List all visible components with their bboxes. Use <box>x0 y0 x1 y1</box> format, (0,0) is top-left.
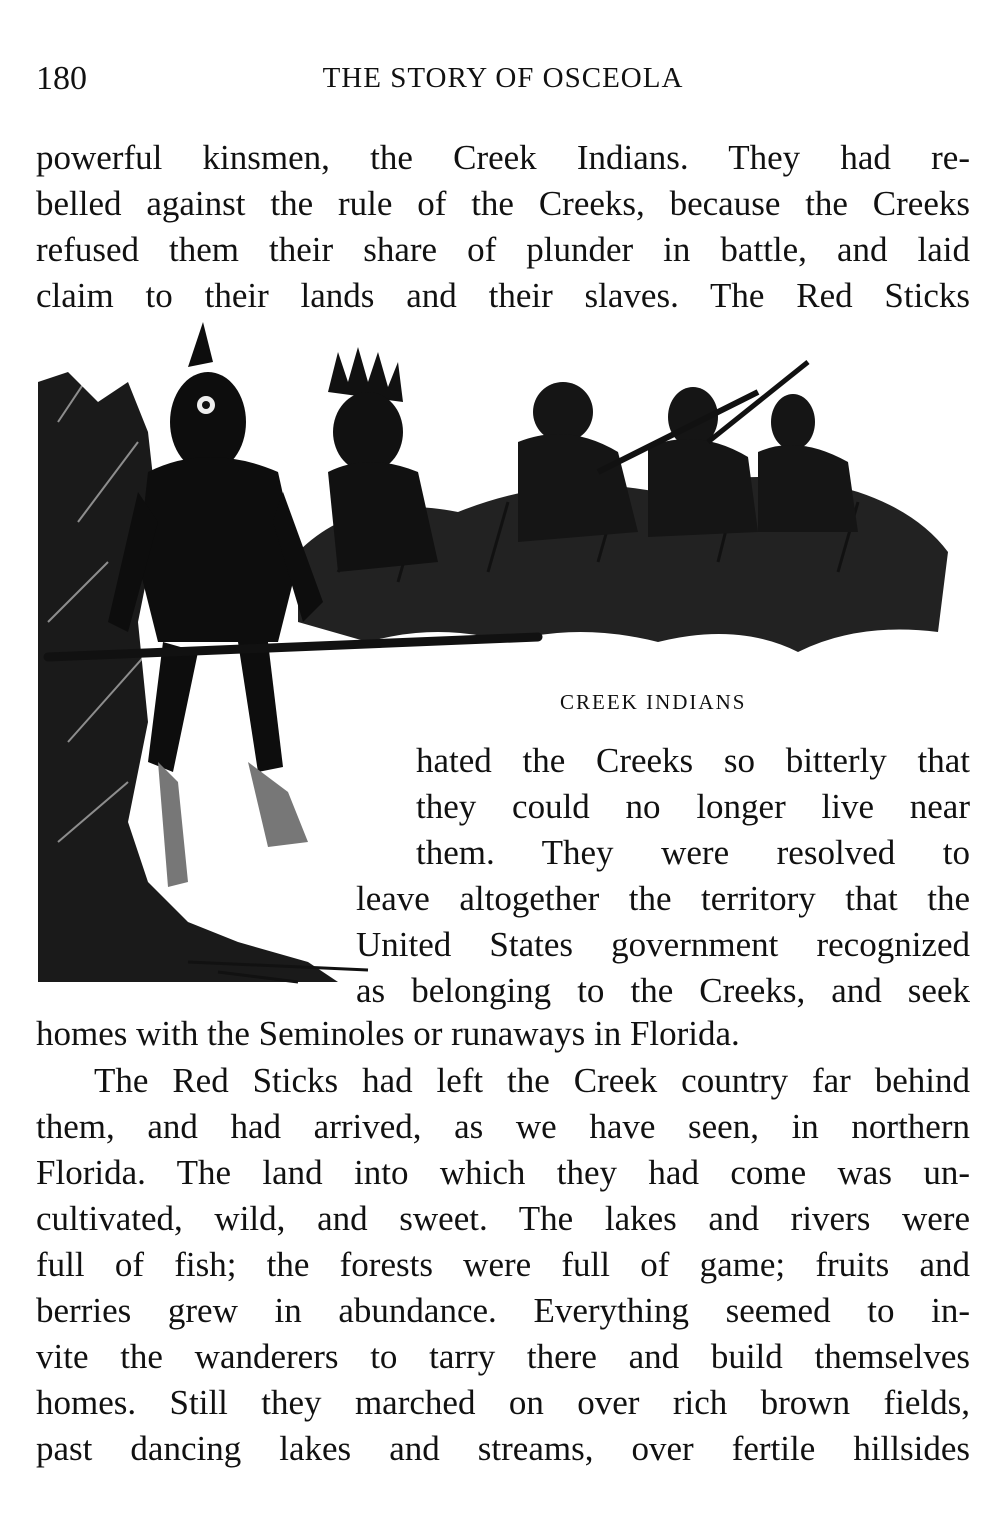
page-number: 180 <box>36 60 87 97</box>
text-line: The Red Sticks had left the Creek country far behind <box>94 1061 970 1100</box>
text-line: refused them their share of plunder in battle, and laid <box>36 230 970 269</box>
figure-caption: CREEK INDIANS <box>560 690 747 714</box>
text-line: claim to their lands and their slaves. The Red Sticks <box>36 276 970 315</box>
text-line: past dancing lakes and streams, over fertile hillsides <box>36 1429 970 1468</box>
text-line: vite the wanderers to tarry there and build themselves <box>36 1337 970 1376</box>
running-title: THE STORY OF OSCEOLA <box>322 62 684 94</box>
text-line: hated the Creeks so bitterly that <box>416 741 970 780</box>
text-line: homes. Still they marched on over rich brown fields, <box>36 1383 970 1422</box>
text-line: as belonging to the Creeks, and seek <box>356 971 970 1010</box>
text-line: United States government recognized <box>356 925 970 964</box>
text-line: them, and had arrived, as we have seen, in northern <box>36 1107 970 1146</box>
page-header <box>36 60 970 104</box>
text-line: them. They were resolved to <box>416 833 970 872</box>
text-line: full of fish; the forests were full of game; fruits and <box>36 1245 970 1284</box>
text-line: powerful kinsmen, the Creek Indians. They had re- <box>36 138 970 177</box>
text-line: berries grew in abundance. Everything seemed to in- <box>36 1291 970 1330</box>
text-line: cultivated, wild, and sweet. The lakes and rivers were <box>36 1199 970 1238</box>
text-line: leave altogether the territory that the <box>356 879 970 918</box>
text-line: they could no longer live near <box>416 787 970 826</box>
text-line: belled against the rule of the Creeks, because the Creeks <box>36 184 970 223</box>
text-line: Florida. The land into which they had come was un- <box>36 1153 970 1192</box>
text-line: homes with the Seminoles or runaways in Florida. <box>36 1014 740 1053</box>
